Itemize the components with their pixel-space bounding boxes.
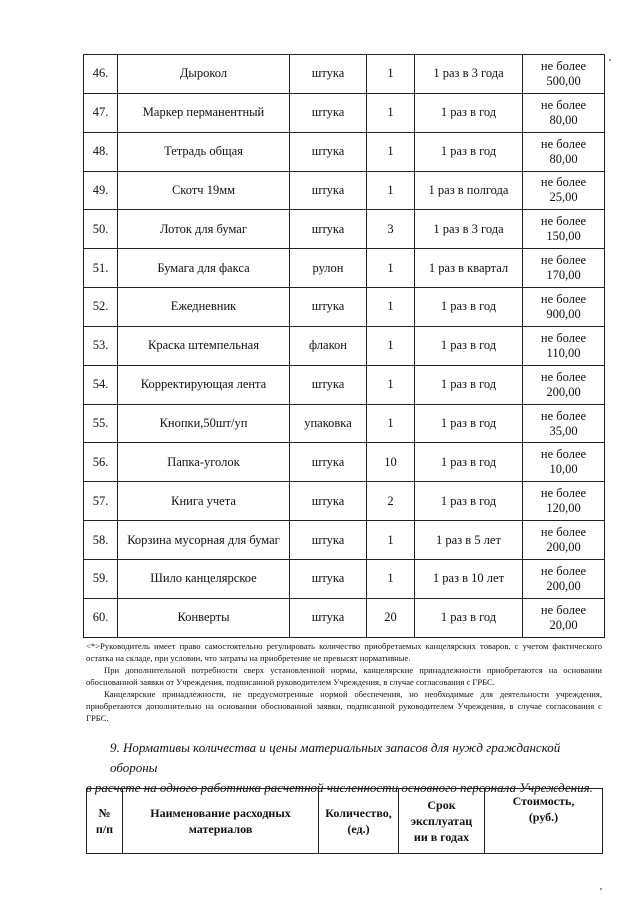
- item-unit: штука: [290, 93, 367, 132]
- item-price-prefix: не более: [540, 563, 587, 578]
- row-number: 46.: [84, 55, 118, 94]
- item-price-value: 120,00: [546, 501, 581, 516]
- item-price: [523, 482, 605, 521]
- item-period: 1 раз в год: [415, 288, 523, 327]
- row-number: 47.: [84, 93, 118, 132]
- table-row: [84, 93, 605, 132]
- item-price-prefix: не более: [540, 602, 587, 617]
- item-price-value: 110,00: [546, 345, 581, 360]
- item-price: [523, 404, 605, 443]
- item-price-value: 10,00: [549, 462, 578, 477]
- item-period: 1 раз в год: [415, 598, 523, 637]
- item-price-prefix: не более: [540, 136, 587, 151]
- item-period: 1 раз в год: [415, 326, 523, 365]
- scan-speck: [609, 59, 611, 61]
- item-price-value: 20,00: [549, 617, 578, 632]
- item-price-value: 200,00: [546, 540, 581, 555]
- item-quantity: 1: [367, 132, 415, 171]
- item-quantity: 3: [367, 210, 415, 249]
- item-price: [523, 443, 605, 482]
- item-period: 1 раз в 5 лет: [415, 521, 523, 560]
- item-period: 1 раз в полгода: [415, 171, 523, 210]
- item-period: 1 раз в 10 лет: [415, 559, 523, 598]
- item-price: [523, 559, 605, 598]
- header-qty-line-1: Количество,: [325, 806, 392, 820]
- item-unit: штука: [290, 443, 367, 482]
- item-price-value: 25,00: [549, 190, 578, 205]
- table-row: [84, 482, 605, 521]
- item-price-prefix: не более: [540, 486, 587, 501]
- item-name: Книга учета: [118, 482, 290, 521]
- footnote-2: При дополнительной потребности сверх установленной нормы, канцелярские принадлежности приобретаются на основании обоснованной заявки от Учреждения, подписанной руководителем Учреждения, в случае согласования с ГРБС.: [86, 665, 602, 687]
- item-unit: штука: [290, 559, 367, 598]
- supplies-table-body: [84, 55, 605, 638]
- header-num-line-1: №: [98, 806, 111, 820]
- item-price: [523, 598, 605, 637]
- item-price-prefix: не более: [540, 175, 587, 190]
- footnote-3: Канцелярские принадлежности, не предусмотренные нормой обеспечения, но необходимые для деятельности учреждения, приобретаются дополнительно на основании обоснованной заявки, подписанной руководителем Учреждения, в случае согласования с ГРБС.: [86, 689, 602, 723]
- header-name-line-2: материалов: [188, 822, 253, 836]
- item-price-prefix: не более: [540, 58, 587, 73]
- section-heading-line-1: 9. Нормативы количества и цены материальных запасов для нужд гражданской обороны: [110, 740, 561, 775]
- item-period: 1 раз в год: [415, 365, 523, 404]
- item-quantity: 1: [367, 93, 415, 132]
- table-row: [84, 171, 605, 210]
- header-qty-line-2: (ед.): [347, 822, 370, 836]
- item-name: Маркер перманентный: [118, 93, 290, 132]
- row-number: 48.: [84, 132, 118, 171]
- header-num-line-2: п/п: [95, 822, 114, 836]
- row-number: 56.: [84, 443, 118, 482]
- item-price: [523, 55, 605, 94]
- header-lifetime: [399, 789, 485, 854]
- item-period: 1 раз в квартал: [415, 249, 523, 288]
- footnote-1: <*>Руководитель имеет право самостоятельно регулировать количество приобретаемых канцелярских товаров, с учетом фактического остатка на складе, при условии, что затраты на приобретение не превысят нормативные.: [86, 641, 602, 663]
- header-cost-line-1: Стоимость,: [512, 794, 575, 808]
- item-price-prefix: не более: [540, 525, 587, 540]
- row-number: 52.: [84, 288, 118, 327]
- item-unit: упаковка: [290, 404, 367, 443]
- table-row: [84, 598, 605, 637]
- item-price-prefix: не более: [540, 214, 587, 229]
- item-name: Краска штемпельная: [118, 326, 290, 365]
- item-price: [523, 249, 605, 288]
- item-price: [523, 521, 605, 560]
- item-name: Ежедневник: [118, 288, 290, 327]
- footnotes: [86, 640, 602, 724]
- item-unit: штука: [290, 288, 367, 327]
- item-name: Папка-уголок: [118, 443, 290, 482]
- item-price-prefix: не более: [540, 447, 587, 462]
- item-name: Шило канцелярское: [118, 559, 290, 598]
- table-row: [84, 288, 605, 327]
- item-quantity: 1: [367, 559, 415, 598]
- header-lifetime-line-3: ии в годах: [413, 830, 470, 844]
- civil-defense-table: [86, 788, 603, 854]
- item-name: Корректирующая лента: [118, 365, 290, 404]
- item-price-value: 80,00: [549, 151, 578, 166]
- item-price-value: 150,00: [546, 229, 581, 244]
- item-period: 1 раз в год: [415, 93, 523, 132]
- item-unit: штука: [290, 598, 367, 637]
- table-row: [84, 249, 605, 288]
- item-name: Дырокол: [118, 55, 290, 94]
- item-price-value: 170,00: [546, 268, 581, 283]
- item-period: 1 раз в 3 года: [415, 210, 523, 249]
- item-quantity: 1: [367, 365, 415, 404]
- item-name: Лоток для бумаг: [118, 210, 290, 249]
- item-name: Кнопки,50шт/уп: [118, 404, 290, 443]
- item-price: [523, 132, 605, 171]
- item-period: 1 раз в год: [415, 443, 523, 482]
- header-lifetime-line-2: эксплуатац: [410, 814, 473, 828]
- row-number: 53.: [84, 326, 118, 365]
- item-price-prefix: не более: [540, 291, 587, 306]
- header-num: [87, 789, 123, 854]
- table-row: [84, 404, 605, 443]
- header-lifetime-line-1: Срок: [427, 798, 456, 812]
- item-price-prefix: не более: [540, 369, 587, 384]
- item-price-value: 500,00: [546, 73, 581, 88]
- item-price: [523, 326, 605, 365]
- item-price-value: 900,00: [546, 306, 581, 321]
- item-period: 1 раз в год: [415, 482, 523, 521]
- item-unit: штука: [290, 365, 367, 404]
- row-number: 58.: [84, 521, 118, 560]
- item-unit: флакон: [290, 326, 367, 365]
- table-row: [84, 132, 605, 171]
- item-period: 1 раз в 3 года: [415, 55, 523, 94]
- item-name: Корзина мусорная для бумаг: [118, 521, 290, 560]
- table-row: [84, 55, 605, 94]
- item-quantity: 1: [367, 521, 415, 560]
- item-name: Скотч 19мм: [118, 171, 290, 210]
- item-price: [523, 288, 605, 327]
- item-quantity: 20: [367, 598, 415, 637]
- item-price-prefix: не более: [540, 408, 587, 423]
- table-row: [84, 210, 605, 249]
- table-row: [84, 326, 605, 365]
- item-quantity: 1: [367, 55, 415, 94]
- row-number: 57.: [84, 482, 118, 521]
- item-period: 1 раз в год: [415, 132, 523, 171]
- item-quantity: 1: [367, 404, 415, 443]
- row-number: 55.: [84, 404, 118, 443]
- civil-defense-header-row: [87, 789, 603, 854]
- item-price-value: 80,00: [549, 112, 578, 127]
- header-cost: [485, 789, 603, 854]
- row-number: 50.: [84, 210, 118, 249]
- item-price: [523, 365, 605, 404]
- table-row: [84, 559, 605, 598]
- row-number: 59.: [84, 559, 118, 598]
- item-price-prefix: не более: [540, 330, 587, 345]
- item-quantity: 10: [367, 443, 415, 482]
- item-price-value: 200,00: [546, 578, 581, 593]
- row-number: 60.: [84, 598, 118, 637]
- scan-speck: [600, 888, 602, 890]
- supplies-table: [83, 54, 605, 638]
- item-price: [523, 93, 605, 132]
- item-unit: штука: [290, 482, 367, 521]
- header-name: [123, 789, 319, 854]
- table-row: [84, 365, 605, 404]
- item-quantity: 1: [367, 326, 415, 365]
- item-name: Конверты: [118, 598, 290, 637]
- header-cost-line-2: (руб.): [528, 810, 559, 824]
- item-price: [523, 171, 605, 210]
- item-period: 1 раз в год: [415, 404, 523, 443]
- item-unit: штука: [290, 132, 367, 171]
- item-unit: рулон: [290, 249, 367, 288]
- item-price: [523, 210, 605, 249]
- item-price-value: 35,00: [549, 423, 578, 438]
- item-unit: штука: [290, 210, 367, 249]
- item-quantity: 2: [367, 482, 415, 521]
- item-quantity: 1: [367, 288, 415, 327]
- item-name: Бумага для факса: [118, 249, 290, 288]
- item-quantity: 1: [367, 249, 415, 288]
- row-number: 51.: [84, 249, 118, 288]
- section-heading-line-2: в расчете на одного работника расчетной численности основного персонала Учреждения.: [86, 780, 593, 795]
- header-qty: [319, 789, 399, 854]
- item-price-prefix: не более: [540, 253, 587, 268]
- row-number: 54.: [84, 365, 118, 404]
- item-unit: штука: [290, 55, 367, 94]
- table-row: [84, 521, 605, 560]
- table-row: [84, 443, 605, 482]
- item-name: Тетрадь общая: [118, 132, 290, 171]
- item-price-prefix: не более: [540, 97, 587, 112]
- item-quantity: 1: [367, 171, 415, 210]
- header-name-line-1: Наименование расходных: [150, 806, 291, 820]
- row-number: 49.: [84, 171, 118, 210]
- item-price-value: 200,00: [546, 384, 581, 399]
- item-unit: штука: [290, 171, 367, 210]
- item-unit: штука: [290, 521, 367, 560]
